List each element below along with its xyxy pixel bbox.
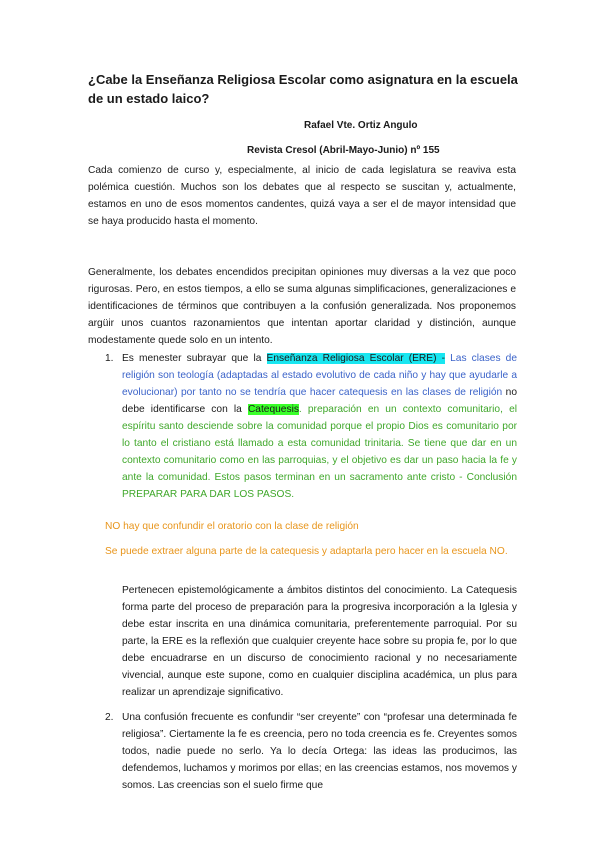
publication-source: Revista Cresol (Abril-Mayo-Junio) nº 155 — [247, 145, 440, 156]
orange-note-1: NO hay que confundir el oratorio con la clase de religión — [105, 521, 359, 532]
list-number-2: 2. — [105, 712, 114, 723]
author-name: Rafael Vte. Ortiz Angulo — [304, 120, 418, 131]
highlight-ere: Enseñanza Religiosa Escolar (ERE) - — [266, 353, 445, 364]
orange-note-2: Se puede extraer alguna parte de la catequesis y adaptarla pero hacer en la escuela NO. — [105, 546, 508, 557]
list-number-1: 1. — [105, 353, 114, 364]
list-item-2: Una confusión frecuente es confundir “ser creyente” con “profesar una determinada fe religiosa”. Ciertamente la fe es creencia, pero no toda creencia es fe. Creyentes somos todos, nadie puede no serlo. Ya lo decía Ortega: las ideas las producimos, las defendemos, luchamos y morimos por ellas; en las creencias estamos, nos movemos y somos. Las creencias son el suelo firme que — [122, 712, 517, 791]
item1-lead: Es menester subrayar que la — [122, 353, 267, 364]
paragraph-debates: Generalmente, los debates encendidos precipitan opiniones muy diversas a la vez que poco rigurosas. Pero, en estos tiempos, a ello se suma algunas simplificaciones, generalizaciones e identificaciones de términos que contribuyen a la confusión generalizada. Nos proponemos argüir unos cuantos razonamientos que intentan aportar claridad y distinción, aunque modestamente quede solo en un intento. — [88, 267, 516, 346]
item1-mid: no debe identificarse con la — [122, 387, 517, 415]
annotation-blue: Las clases de religión son teología (adaptadas al estado evolutivo de cada niño y hay que ayudarle a evolucionar) por tanto no se tendría que hacer catequesis en las clases de religión — [122, 353, 517, 398]
paragraph-intro: Cada comienzo de curso y, especialmente, al inicio de cada legislatura se reaviva esta polémica cuestión. Muchos son los debates que al respecto se suscitan y, actualmente, estamos en uno de esos momentos candentes, quizá vaya a ser el de mayor intensidad que se haya producido hasta el momento. — [88, 165, 516, 227]
list-item-1-continued: Pertenecen epistemológicamente a ámbitos distintos del conocimiento. La Catequesis forma parte del proceso de preparación para la progresiva incorporación a la Iglesia y debe estar inscrita en una dinámica comunitaria, preferentemente parroquial. Por su parte, la ERE es la reflexión que cualquier creyente hace sobre su propia fe, por lo que debe encuadrarse en un discurso de conocimiento racional y no necesariamente vivencial, aunque este supone, como en cualquier disciplina académica, un plus para realizar un aprendizaje significativo. — [122, 585, 517, 698]
annotation-green: . preparación en un contexto comunitario, el espíritu santo desciende sobre la comunidad porque el propio Dios es comunitario por lo tanto el cristiano está llamado a esta comunidad trinitaria. Se tiene que dar en un contexto comunitario como en las parroquias, y el objetivo es dar un paso hacia la fe y ante la comunidad. Estos pasos terminan en un sacramento ante cristo - Conclusión PREPARAR PARA DAR LOS PASOS. — [122, 404, 517, 500]
highlight-catequesis: Catequesis — [247, 404, 299, 415]
document-title: ¿Cabe la Enseñanza Religiosa Escolar como asignatura en la escuela de un estado laico? — [88, 72, 518, 106]
list-item-1 — [122, 350, 517, 503]
